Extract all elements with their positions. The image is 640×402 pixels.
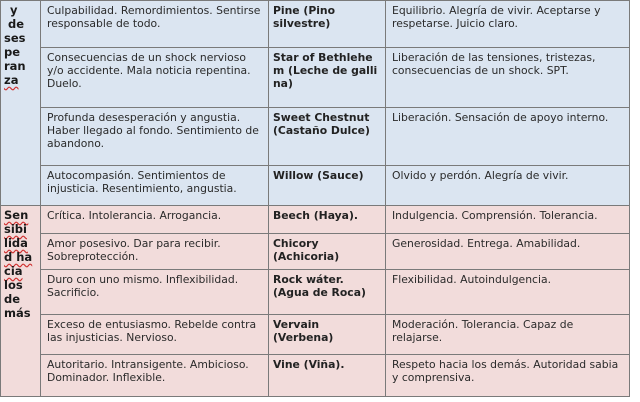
effect-cell: Moderación. Tolerancia. Capaz de relajarse. xyxy=(386,315,630,355)
flower-cell: Beech (Haya). xyxy=(269,206,386,234)
effect-cell: Olvido y perdón. Alegría de vivir. xyxy=(386,166,630,206)
table-row xyxy=(1,234,630,270)
category-line: d ha xyxy=(4,250,33,264)
emotion-cell: Crítica. Intolerancia. Arrogancia. xyxy=(41,206,269,234)
effect-cell: Indulgencia. Comprensión. Tolerancia. xyxy=(386,206,630,234)
flower-cell: Rock wáter. (Agua de Roca) xyxy=(269,270,386,315)
table-row xyxy=(1,48,630,108)
category-line: sibi xyxy=(4,222,27,236)
effect-cell: Flexibilidad. Autoindulgencia. xyxy=(386,270,630,315)
table-row xyxy=(1,206,630,234)
flower-cell: Willow (Sauce) xyxy=(269,166,386,206)
category-cell-desesperanza xyxy=(1,1,41,206)
category-line: za xyxy=(4,73,19,87)
table-row xyxy=(1,355,630,397)
table-row xyxy=(1,270,630,315)
category-line: Sen xyxy=(4,208,29,222)
category-line: cia xyxy=(4,264,23,278)
effect-cell: Liberación de las tensiones, tristezas, consecuencias de un shock. SPT. xyxy=(386,48,630,108)
category-line: lida xyxy=(4,236,28,250)
emotion-cell: Duro con uno mismo. Inflexibilidad. Sacrificio. xyxy=(41,270,269,315)
category-line: y xyxy=(10,3,18,17)
flower-cell: Chicory (Achicoria) xyxy=(269,234,386,270)
emotion-cell: Culpabilidad. Remordimientos. Sentirse responsable de todo. xyxy=(41,1,269,48)
emotion-cell: Profunda desesperación y angustia. Haber llegado al fondo. Sentimiento de abandono. xyxy=(41,108,269,166)
category-line: más xyxy=(4,306,31,320)
category-line: de xyxy=(8,17,25,31)
effect-cell: Liberación. Sensación de apoyo interno. xyxy=(386,108,630,166)
emotion-cell: Amor posesivo. Dar para recibir. Sobreprotección. xyxy=(41,234,269,270)
category-cell-sensibilidad xyxy=(1,206,41,397)
emotion-cell: Exceso de entusiasmo. Rebelde contra las injusticias. Nervioso. xyxy=(41,315,269,355)
emotion-cell: Autoritario. Intransigente. Ambicioso. Dominador. Inflexible. xyxy=(41,355,269,397)
flower-cell: Vine (Viña). xyxy=(269,355,386,397)
flower-cell: Sweet Chestnut (Castaño Dulce) xyxy=(269,108,386,166)
category-line: ran xyxy=(4,59,26,73)
emotion-cell: Autocompasión. Sentimientos de injusticia. Resentimiento, angustia. xyxy=(41,166,269,206)
flower-cell: Star of Bethlehem (Leche de gallina) xyxy=(269,48,386,108)
category-line: los xyxy=(4,278,23,292)
category-line: ses xyxy=(4,31,26,45)
effect-cell: Respeto hacia los demás. Autoridad sabia y comprensiva. xyxy=(386,355,630,397)
table-row xyxy=(1,166,630,206)
flower-cell: Vervain (Verbena) xyxy=(269,315,386,355)
emotion-cell: Consecuencias de un shock nervioso y/o accidente. Mala noticia repentina. Duelo. xyxy=(41,48,269,108)
category-line: de xyxy=(4,292,21,306)
effect-cell: Equilibrio. Alegría de vivir. Aceptarse y respetarse. Juicio claro. xyxy=(386,1,630,48)
table-row xyxy=(1,1,630,48)
table-row xyxy=(1,108,630,166)
category-line: pe xyxy=(4,45,21,59)
table-row xyxy=(1,315,630,355)
effect-cell: Generosidad. Entrega. Amabilidad. xyxy=(386,234,630,270)
flower-cell: Pine (Pino silvestre) xyxy=(269,1,386,48)
